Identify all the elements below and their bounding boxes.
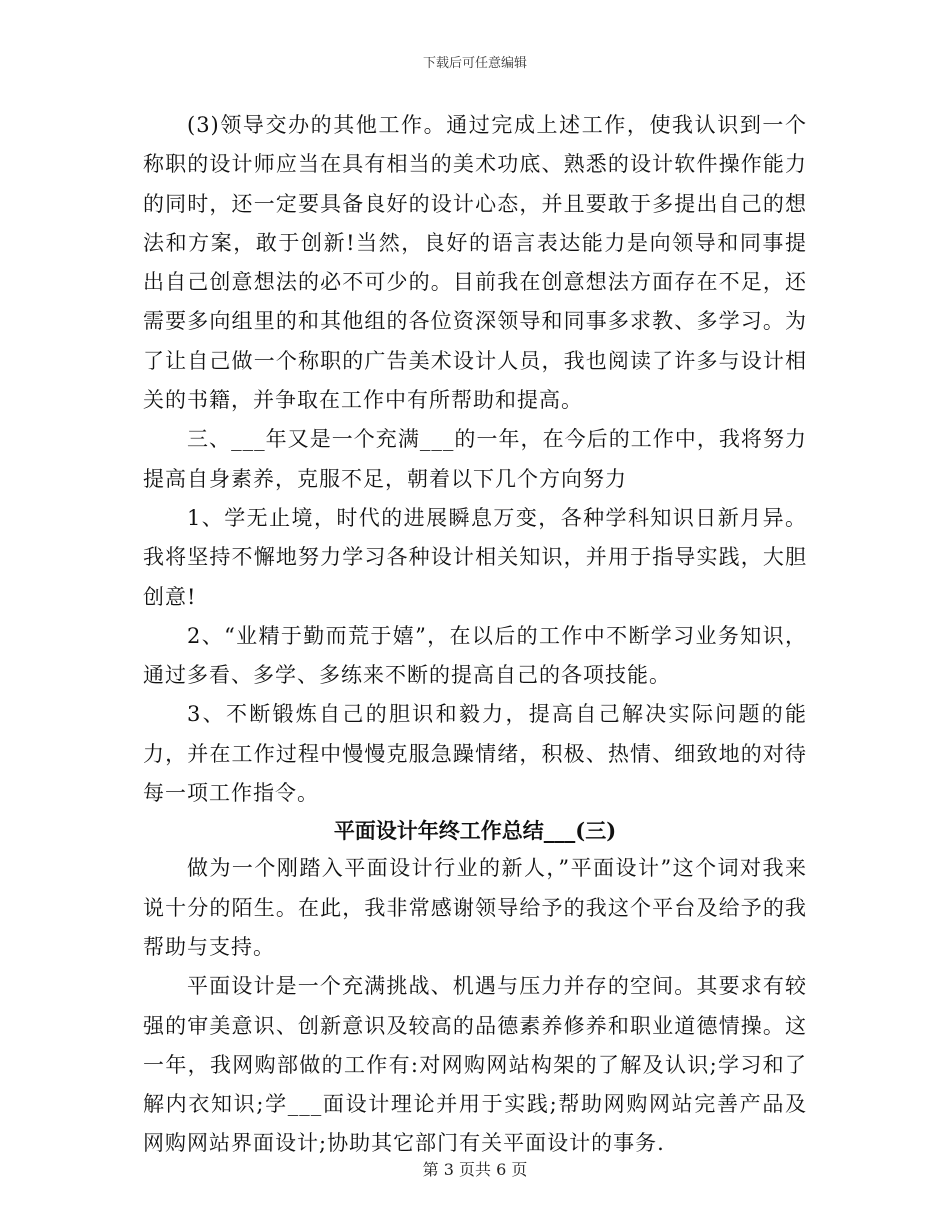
paragraph: 三、___年又是一个充满___的一年，在今后的工作中，我将努力提高自身素养，克服不足，朝着以下几个方向努力 bbox=[143, 427, 807, 491]
paragraph: 1、学无止境，时代的进展瞬息万变，各种学科知识日新月异。我将坚持不懈地努力学习各种设计相关知识，并用于指导实践，大胆创意! bbox=[143, 505, 807, 609]
paragraph: 平面设计是一个充满挑战、机遇与压力并存的空间。其要求有较强的审美意识、创新意识及较高的品德素养修养和职业道德情操。这一年，我网购部做的工作有:对网购网站构架的了解及认识;学习和了解内衣知识;学___面设计理论并用于实践;帮助网购网站完善产品及网购网站界面设计;协助其它部门有关平面设计的事务. bbox=[143, 974, 807, 1156]
paragraph: 做为一个刚踏入平面设计行业的新人，”平面设计”这个词对我来说十分的陌生。在此，我非常感谢领导给予的我这个平台及给予的我帮助与支持。 bbox=[143, 856, 807, 959]
section-title: 平面设计年终工作总结___(三) bbox=[333, 818, 617, 844]
document-body bbox=[143, 106, 807, 1164]
paragraph: (3)领导交办的其他工作。通过完成上述工作，使我认识到一个称职的设计师应当在具有相当的美术功底、熟悉的设计软件操作能力的同时，还一定要具备良好的设计心态，并且要敢于多提出自己的想法和方案，敢于创新!当然，良好的语言表达能力是向领导和同事提出自己创意想法的必不可少的。目前我在创意想法方面存在不足，还需要多向组里的和其他组的各位资深领导和同事多求教、多学习。为了让自己做一个称职的广告美术设计人员，我也阅读了许多与设计相关的书籍，并争取在工作中有所帮助和提高。 bbox=[143, 113, 807, 413]
paragraph: 3、不断锻炼自己的胆识和毅力，提高自己解决实际问题的能力，并在工作过程中慢慢克服急躁情绪，积极、热情、细致地的对待每一项工作指令。 bbox=[143, 702, 807, 806]
page-header: 下载后可任意编辑 bbox=[422, 56, 527, 71]
paragraph: 2、“业精于勤而荒于嬉”，在以后的工作中不断学习业务知识，通过多看、多学、多练来不断的提高自己的各项技能。 bbox=[143, 623, 807, 688]
page-footer: 第 3 页共 6 页 bbox=[422, 1160, 528, 1179]
